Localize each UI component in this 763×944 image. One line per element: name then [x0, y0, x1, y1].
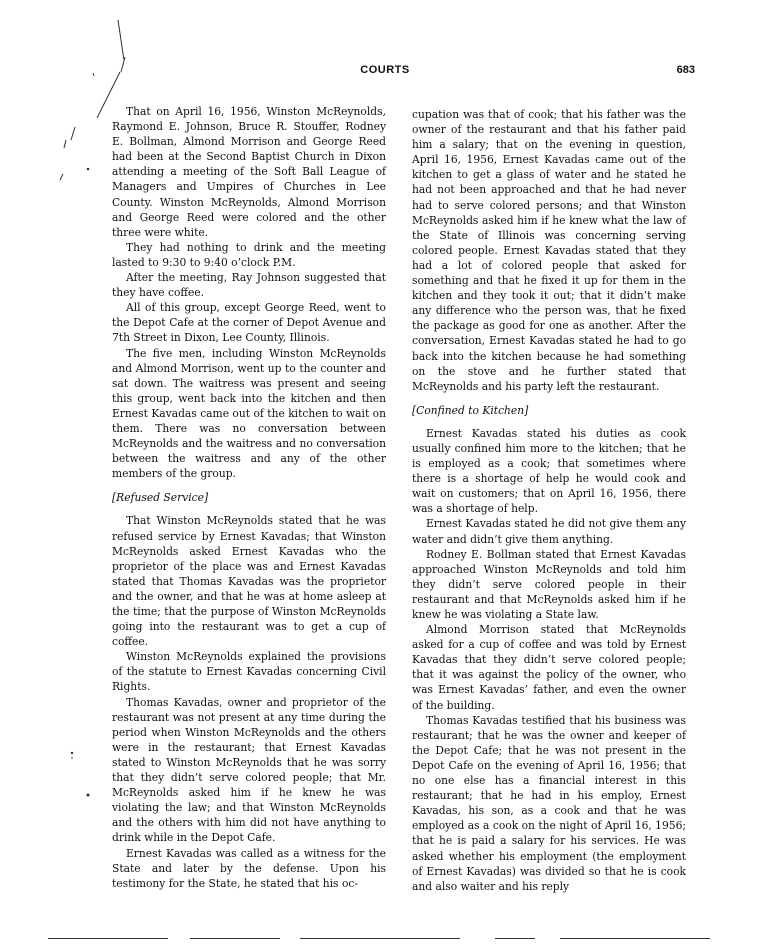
paragraph: After the meeting, Ray Johnson suggested that they have coffee. — [112, 271, 386, 300]
paragraph: The five men, including Winston McReynolds and Almond Morrison, went up to the counter and sat down. The waitress was present and seeing this group, went back into the kitchen and then Ernest Kavadas came out of the kitchen to wait on them. There was no conversation between McReynolds and the waitress and no conversation between the waitress and any of the other members of the group. — [112, 346, 386, 481]
bottom-rule-1 — [48, 938, 168, 939]
right-column — [412, 107, 686, 894]
paragraph: Winston McReynolds explained the provisions of the statute to Ernest Kavadas concerning Civil Rights. — [112, 650, 386, 694]
paragraph: cupation was that of cook; that his father was the owner of the restaurant and that his father paid him a salary; that on the evening in question, April 16, 1956, Ernest Kavadas came out of the kitchen to get a glass of water and he stated he had not been approached and that he had never had to serve colored persons; and that Winston McReynolds asked him if he knew what the law of the State of Illinois was concerning serving colored people. Ernest Kavadas stated that they had a lot of colored people that asked for something and that he fixed it up for them in the kitchen and they took it out; that it didn’t make any difference who the person was, that he fixed the package as good for one as another. After the conversation, Ernest Kavadas stated he had to go back into the kitchen because he had something on the stove and he further stated that McReynolds and his party left the restaurant. — [412, 108, 686, 393]
running-header: COURTS — [360, 64, 410, 76]
paragraph: Almond Morrison stated that McReynolds asked for a cup of coffee and was told by Ernest Kavadas that they didn’t serve colored people; that it was against the policy of the owner, who was Ernest Kavadas’ father, and even the owner of the building. — [412, 623, 686, 712]
paragraph: All of this group, except George Reed, went to the Depot Cafe at the corner of Depot Avenue and 7th Street in Dixon, Lee County, Illinois. — [112, 301, 386, 345]
paragraph: That on April 16, 1956, Winston McReynolds, Raymond E. Johnson, Bruce R. Stouffer, Rodney E. Bollman, Almond Morrison and George Reed had been at the Second Baptist Church in Dixon attending a meeting of the Soft Ball League of Managers and Umpires of Churches in Lee County. Winston McReynolds, Almond Morrison and George Reed were colored and the other three were white. — [112, 105, 386, 239]
paragraph: Thomas Kavadas, owner and proprietor of the restaurant was not present at any time during the period when Winston McReynolds and the others were in the restaurant; that Ernest Kavadas stated to Winston McReynolds that he was sorry that they didn’t serve colored people; that Mr. McReynolds asked him if he knew he was violating the law; and that Winston McReynolds and the others with him did not have anything to drink while in the Depot Cafe. — [112, 695, 386, 845]
paragraph: That Winston McReynolds stated that he was refused service by Ernest Kavadas; that Winston McReynolds asked Ernest Kavadas who the proprietor of the place was and Ernest Kavadas stated that Thomas Kavadas was the proprietor and the owner, and that he was at home asleep at the time; that the purpose of Winston McReynolds going into the restaurant was to get a cup of coffee. — [112, 514, 386, 649]
paragraph: Rodney E. Bollman stated that Ernest Kavadas approached Winston McReynolds and told him they didn’t serve colored people in their restaurant and that McReynolds asked him if he knew he was violating a State law. — [412, 547, 686, 621]
bottom-rule-4 — [495, 938, 535, 939]
paragraph: They had nothing to drink and the meeting lasted to 9:30 to 9:40 o’clock P.M. — [112, 240, 386, 269]
paragraph: Ernest Kavadas stated his duties as cook usually confined him more to the kitchen; that he is employed as a cook; that sometimes where there is a shortage of help he would cook and wait on customers; that on April 16, 1956, there was a shortage of help. — [412, 426, 686, 516]
bottom-rule-3 — [300, 938, 460, 939]
bottom-rule-2 — [190, 938, 280, 939]
section-heading: [Refused Service] — [112, 491, 209, 505]
paragraph: Thomas Kavadas testified that his business was restaurant; that he was the owner and keeper of the Depot Cafe; that he was not present in the Depot Cafe on the evening of April 16, 1956; that no one else has a financial interest in this restaurant; that he had in his employ, Ernest Kavadas, his son, as a cook and that he was employed as a cook on the night of April 16, 1956; that he is paid a salary for his services. He was asked whether his employment (the employment of Ernest Kavadas) was divided so that he is cook and also waiter and his reply — [412, 713, 686, 893]
section-heading: [Confined to Kitchen] — [412, 403, 529, 417]
bottom-rule-5 — [560, 938, 710, 939]
margin-dots — [71, 168, 90, 797]
paragraph: Ernest Kavadas was called as a witness for the State and later by the defense. Upon his testimony for the State, he stated that his oc- — [112, 846, 386, 890]
page-number: 683 — [676, 64, 695, 76]
left-column — [112, 104, 386, 891]
paragraph: Ernest Kavadas stated he did not give them any water and didn’t give them anything. — [412, 517, 686, 546]
